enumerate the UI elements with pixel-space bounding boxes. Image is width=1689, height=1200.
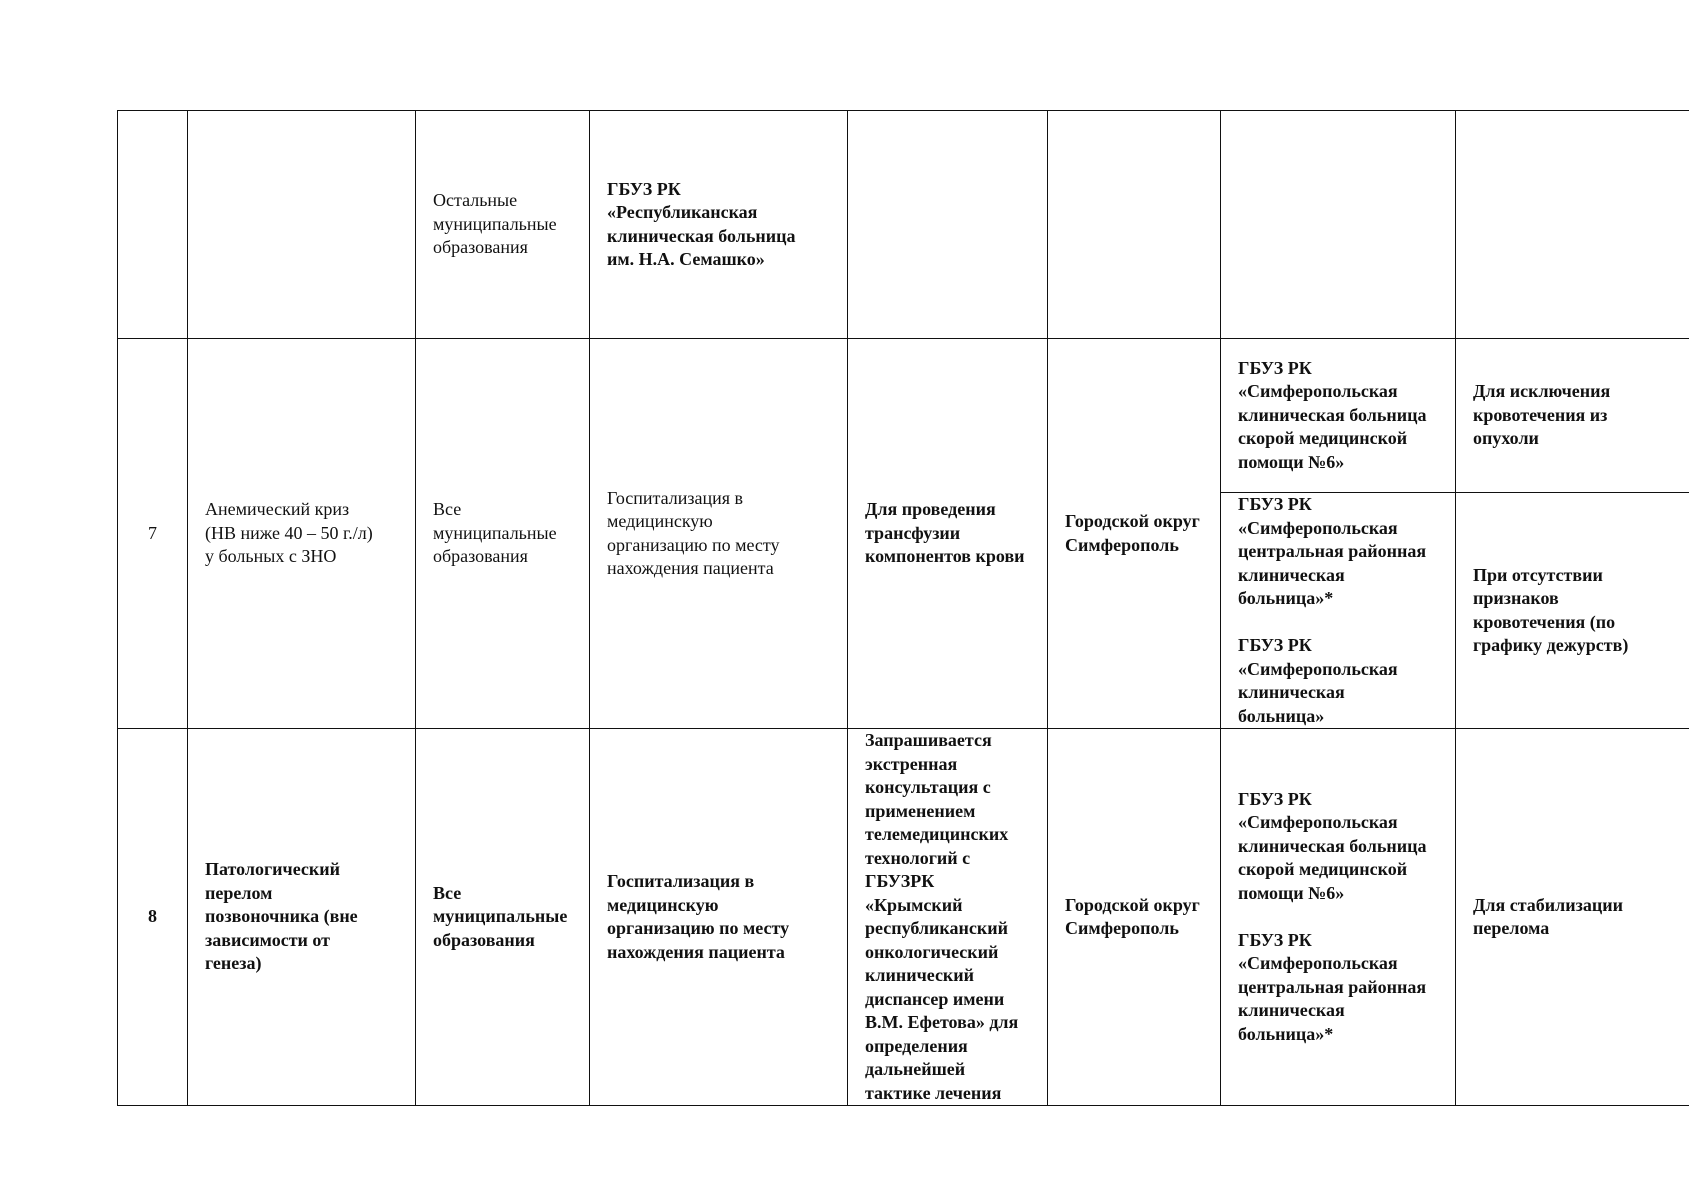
district-cell (1048, 339, 1221, 729)
cell-line: перелом (205, 882, 273, 903)
cell-line: центральная районная (1238, 541, 1427, 561)
note-cell (1456, 111, 1689, 339)
cell-line: Остальные (433, 190, 518, 211)
institution-cell (1221, 493, 1456, 729)
cell-line: экстренная (865, 753, 958, 774)
cell-line: ГБУЗ РК (1238, 494, 1312, 514)
condition-cell (188, 339, 416, 729)
note-cell (1456, 729, 1689, 1106)
table-row (118, 339, 1689, 493)
cell-line: Госпитализация в (607, 871, 755, 891)
cell-line: образования (433, 929, 535, 950)
cell-line: нахождения пациента (607, 558, 774, 578)
row-number: 8 (118, 729, 188, 1106)
cell-line: трансфузии (865, 522, 961, 543)
cell-line: им. Н.А. Семашко» (607, 249, 765, 269)
cell-line: кровотечения (по (1473, 611, 1616, 632)
purpose-cell (848, 339, 1048, 729)
municipalities-cell (416, 339, 590, 729)
cell-line: республиканский (865, 918, 1008, 938)
cell-line: муниципальные (433, 906, 568, 927)
table-row (118, 111, 1689, 339)
cell-line: телемедицинских (865, 824, 1009, 844)
note-cell (1456, 493, 1689, 729)
cell-line: ГБУЗРК (865, 871, 935, 891)
tactic-cell (590, 111, 848, 339)
cell-line (1238, 905, 1447, 929)
cell-line: применением (865, 800, 976, 821)
cell-line: ГБУЗ РК (1238, 357, 1312, 378)
table-row (118, 729, 1689, 1106)
cell-line: позвоночника (вне (205, 906, 358, 927)
cell-line: Для проведения (865, 499, 996, 520)
cell-line: «Симферопольская (1238, 658, 1398, 679)
cell-line: Симферополь (1065, 534, 1179, 555)
cell-line: При отсутствии (1473, 564, 1603, 585)
cell-line: больница»* (1238, 1023, 1334, 1044)
cell-line: Все (433, 499, 462, 520)
cell-line: ГБУЗ РК (1238, 929, 1312, 950)
cell-line: ГБУЗ РК (1238, 635, 1312, 655)
purpose-cell (848, 729, 1048, 1106)
cell-line: больница» (1238, 705, 1325, 726)
cell-line: у больных с ЗНО (205, 546, 337, 567)
cell-line: клиническая больница (1238, 835, 1427, 856)
cell-line: нахождения пациента (607, 941, 785, 962)
row-number: 7 (118, 339, 188, 729)
cell-line: дальнейшей (865, 1059, 966, 1079)
cell-line: больница»* (1238, 588, 1334, 608)
cell-line: (НВ ниже 40 – 50 г./л) (205, 522, 373, 543)
institution-cell (1221, 339, 1456, 493)
cell-line: «Симферопольская (1238, 812, 1398, 833)
cell-line: Госпитализация в (607, 487, 744, 508)
institution-cell (1221, 111, 1456, 339)
cell-line: определения (865, 1035, 968, 1056)
cell-line: тактике лечения (865, 1082, 1002, 1103)
cell-line: скорой медицинской (1238, 859, 1408, 880)
municipalities-cell (416, 729, 590, 1106)
institution-cell (1221, 729, 1456, 1106)
cell-line: опухоли (1473, 428, 1539, 449)
cell-line: зависимости от (205, 929, 331, 950)
cell-line: помощи №6» (1238, 882, 1345, 903)
cell-line: Для исключения (1473, 381, 1611, 402)
cell-line: клиническая (1238, 1000, 1345, 1021)
cell-line: перелома (1473, 918, 1550, 938)
cell-line: муниципальные (433, 213, 557, 234)
cell-line: Симферополь (1065, 918, 1179, 938)
cell-line (1238, 611, 1447, 635)
cell-line: кровотечения из (1473, 404, 1608, 425)
cell-line: Запрашивается (865, 730, 992, 750)
cell-line: муниципальные (433, 522, 557, 543)
cell-line: диспансер имени (865, 988, 1005, 1009)
cell-line: скорой медицинской (1238, 428, 1408, 449)
cell-line: Для стабилизации (1473, 894, 1623, 915)
cell-line: образования (433, 546, 528, 567)
cell-line: образования (433, 237, 528, 258)
cell-line: «Симферопольская (1238, 381, 1398, 402)
cell-line: помощи №6» (1238, 451, 1345, 472)
cell-line: компонентов крови (865, 546, 1025, 567)
cell-line: организацию по месту (607, 918, 790, 938)
tactic-cell (590, 729, 848, 1106)
condition-cell (188, 111, 416, 339)
cell-line: онкологический (865, 941, 999, 962)
cell-line: «Крымский (865, 894, 963, 915)
cell-line: Все (433, 882, 462, 903)
cell-line: клиническая (1238, 564, 1345, 585)
municipalities-cell (416, 111, 590, 339)
cell-line: центральная районная (1238, 976, 1427, 997)
cell-line: консультация с (865, 777, 991, 797)
cell-line: Городской округ (1065, 894, 1200, 915)
row-number (118, 111, 188, 339)
note-cell (1456, 339, 1689, 493)
district-cell (1048, 111, 1221, 339)
cell-line: признаков (1473, 588, 1559, 608)
tactic-cell (590, 339, 848, 729)
cell-line: клинический (865, 965, 975, 985)
cell-line: организацию по месту (607, 534, 780, 555)
cell-line: клиническая больница (607, 225, 796, 246)
cell-line: генеза) (205, 953, 262, 974)
cell-line: технологий с (865, 847, 971, 868)
cell-line: В.М. Ефетова» для (865, 1012, 1019, 1032)
cell-line: медицинскую (607, 894, 719, 915)
cell-line: «Республиканская (607, 202, 758, 222)
cell-line: медицинскую (607, 511, 713, 531)
cell-line: графику дежурств) (1473, 635, 1629, 655)
cell-line: клиническая больница (1238, 404, 1427, 425)
cell-line: «Симферопольская (1238, 953, 1398, 974)
cell-line: ГБУЗ РК (1238, 788, 1312, 809)
cell-line: Городской округ (1065, 511, 1200, 531)
condition-cell (188, 729, 416, 1106)
cell-line: Анемический криз (205, 499, 350, 520)
document-table (117, 110, 1689, 1106)
cell-line: «Симферопольская (1238, 517, 1398, 538)
cell-line: Патологический (205, 859, 341, 880)
cell-line: клиническая (1238, 682, 1345, 702)
purpose-cell (848, 111, 1048, 339)
cell-line: ГБУЗ РК (607, 178, 681, 199)
district-cell (1048, 729, 1221, 1106)
